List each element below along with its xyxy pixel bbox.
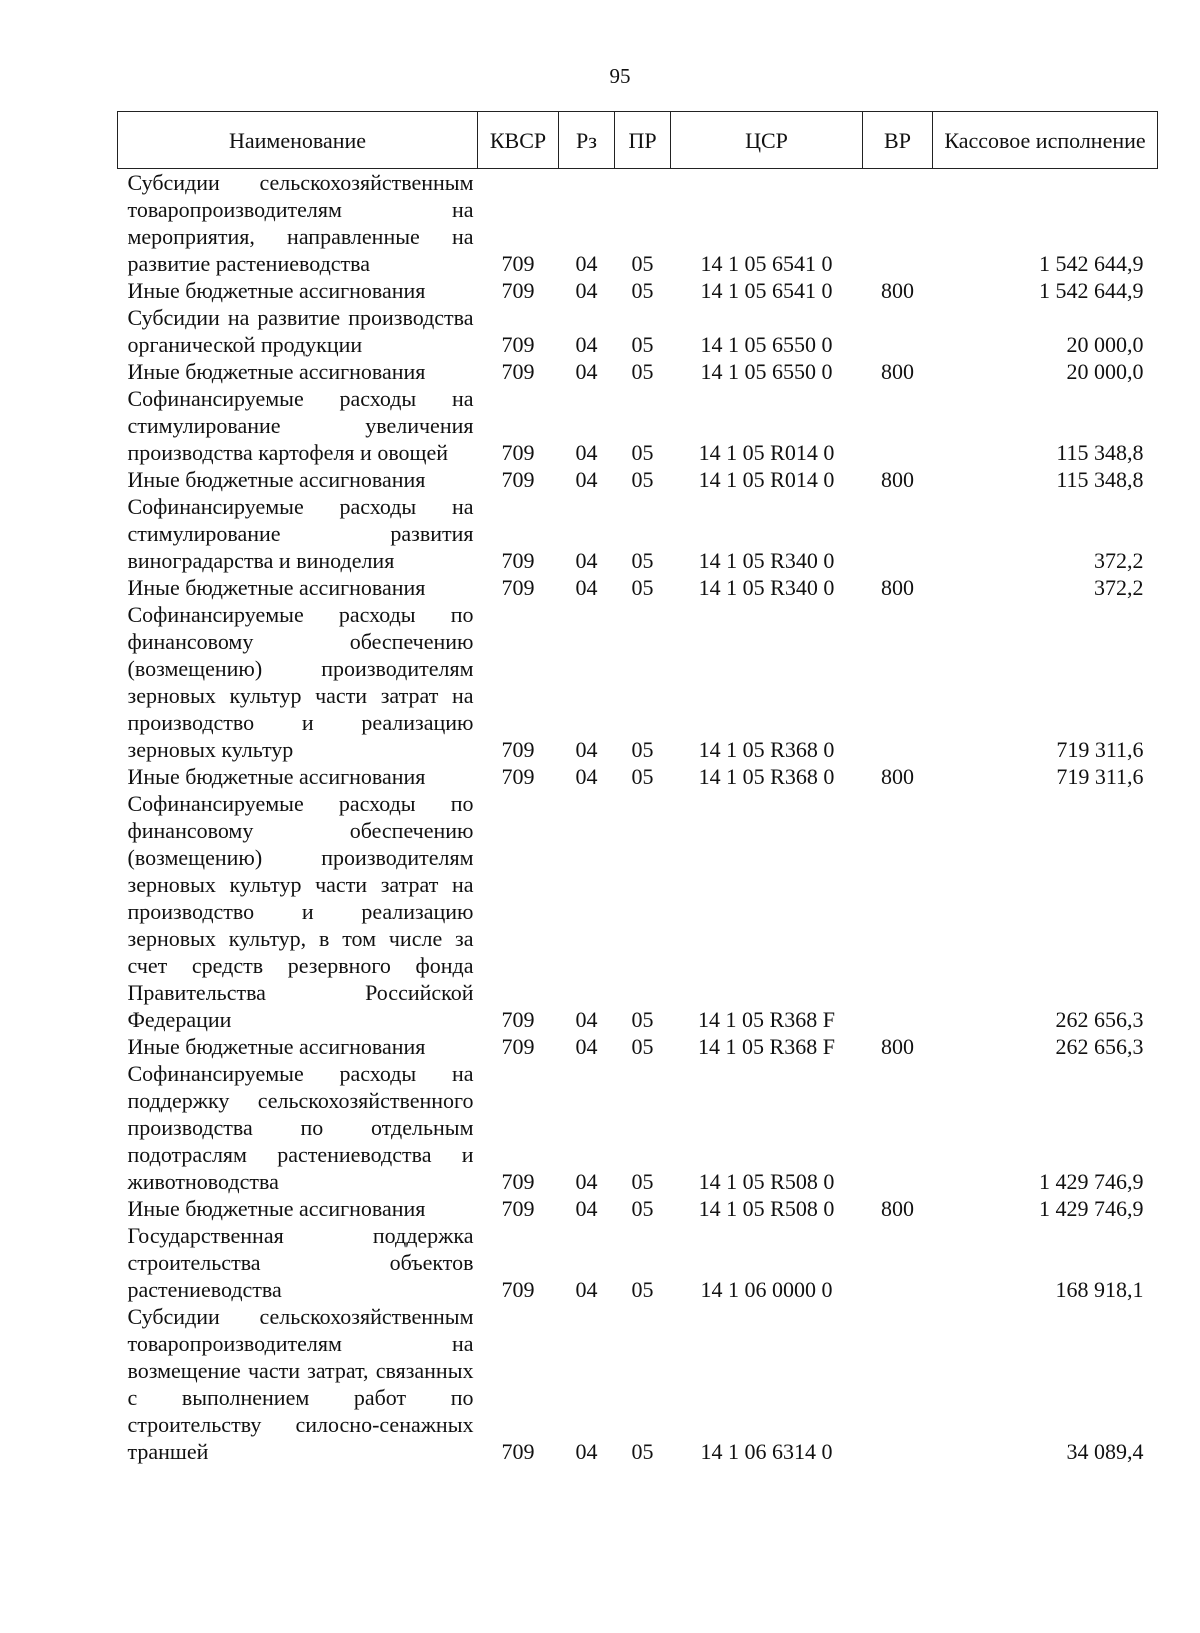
table-row (118, 574, 1158, 601)
row-vr (863, 385, 933, 466)
table-row (118, 304, 1158, 358)
row-kvsr: 709 (501, 1007, 535, 1032)
row-name: Иные бюджетные ассигнования (127, 467, 426, 492)
row-name: Иные бюджетные ассигнования (127, 1196, 426, 1221)
row-kvsr: 709 (501, 278, 535, 303)
row-amount: 20 000,0 (1066, 359, 1144, 384)
row-pr: 05 (631, 332, 654, 357)
row-pr: 05 (631, 548, 654, 573)
table-row (118, 601, 1158, 763)
row-vr: 800 (881, 764, 914, 789)
row-name: Субсидии сельскохозяйственным товаропроизводителям на возмещение части затрат, связанных с выполнением работ по строительству силосно-сенажных траншей (127, 1304, 474, 1464)
column-header-pr: ПР (615, 112, 671, 169)
budget-execution-table (117, 111, 1158, 1465)
row-amount: 20 000,0 (1066, 332, 1144, 357)
row-rz: 04 (575, 575, 598, 600)
row-kvsr: 709 (501, 467, 535, 492)
row-kvsr: 709 (501, 764, 535, 789)
row-amount: 262 656,3 (1055, 1007, 1144, 1032)
row-rz: 04 (575, 467, 598, 492)
table-row (118, 358, 1158, 385)
row-pr: 05 (631, 467, 654, 492)
row-rz: 04 (575, 1169, 598, 1194)
row-vr: 800 (881, 1034, 914, 1059)
row-amount: 168 918,1 (1055, 1277, 1144, 1302)
row-kvsr: 709 (501, 1034, 535, 1059)
row-vr (863, 790, 933, 1033)
row-rz: 04 (575, 1007, 598, 1032)
table-row (118, 1033, 1158, 1060)
row-kvsr: 709 (501, 1196, 535, 1221)
row-vr (863, 1060, 933, 1195)
row-csr: 14 1 06 0000 0 (700, 1277, 833, 1302)
table-row (118, 385, 1158, 466)
row-rz: 04 (575, 1034, 598, 1059)
row-name: Софинансируемые расходы на поддержку сельскохозяйственного производства по отдельным подотраслям растениеводства и животноводства (127, 1061, 474, 1194)
row-name: Софинансируемые расходы по финансовому обеспечению (возмещению) производителям зерновых культур части затрат на производство и реализацию зерновых культур (127, 602, 474, 762)
row-pr: 05 (631, 1439, 654, 1464)
row-amount: 372,2 (1094, 575, 1144, 600)
row-kvsr: 709 (501, 440, 535, 465)
row-rz: 04 (575, 1196, 598, 1221)
row-pr: 05 (631, 251, 654, 276)
row-amount: 1 429 746,9 (1039, 1196, 1144, 1221)
row-name: Иные бюджетные ассигнования (127, 278, 426, 303)
page-number: 95 (609, 64, 631, 88)
table-row (118, 493, 1158, 574)
row-vr (863, 493, 933, 574)
row-vr: 800 (881, 278, 914, 303)
row-pr: 05 (631, 764, 654, 789)
row-pr: 05 (631, 1034, 654, 1059)
row-vr: 800 (881, 359, 914, 384)
row-kvsr: 709 (501, 1169, 535, 1194)
row-amount: 34 089,4 (1066, 1439, 1144, 1464)
row-csr: 14 1 05 R340 0 (698, 548, 835, 573)
row-name: Государственная поддержка строительства объектов растениеводства (127, 1223, 474, 1302)
row-amount: 719 311,6 (1056, 764, 1144, 789)
row-amount: 372,2 (1094, 548, 1144, 573)
column-header-kvsr: КВСР (478, 112, 559, 169)
row-vr: 800 (881, 467, 914, 492)
row-csr: 14 1 05 R368 F (698, 1007, 835, 1032)
row-rz: 04 (575, 1439, 598, 1464)
row-name: Софинансируемые расходы по финансовому обеспечению (возмещению) производителям зерновых культур части затрат на производство и реализацию зерновых культур, в том числе за счет средств резервного фонда Правительства Российской Федерации (127, 791, 474, 1032)
row-name: Иные бюджетные ассигнования (127, 1034, 426, 1059)
table-row (118, 1195, 1158, 1222)
row-vr: 800 (881, 575, 914, 600)
row-csr: 14 1 05 R508 0 (698, 1169, 835, 1194)
row-amount: 1 542 644,9 (1039, 278, 1144, 303)
row-amount: 262 656,3 (1055, 1034, 1144, 1059)
row-csr: 14 1 05 6541 0 (700, 251, 833, 276)
column-header-csr: ЦСР (671, 112, 863, 169)
row-csr: 14 1 05 R340 0 (698, 575, 835, 600)
row-csr: 14 1 05 6550 0 (700, 332, 833, 357)
row-amount: 1 542 644,9 (1039, 251, 1144, 276)
table-row (118, 763, 1158, 790)
row-name: Иные бюджетные ассигнования (127, 359, 426, 384)
row-csr: 14 1 06 6314 0 (700, 1439, 833, 1464)
row-kvsr: 709 (501, 575, 535, 600)
row-csr: 14 1 05 6541 0 (700, 278, 833, 303)
row-amount: 115 348,8 (1056, 440, 1144, 465)
table-row (118, 277, 1158, 304)
row-csr: 14 1 05 6550 0 (700, 359, 833, 384)
row-amount: 719 311,6 (1056, 737, 1144, 762)
row-name: Субсидии сельскохозяйственным товаропроизводителям на мероприятия, направленные на развитие растениеводства (127, 170, 474, 276)
row-csr: 14 1 05 R368 0 (698, 737, 835, 762)
row-pr: 05 (631, 278, 654, 303)
row-kvsr: 709 (501, 1277, 535, 1302)
column-header-name: Наименование (118, 112, 478, 169)
column-header-rz: Рз (559, 112, 615, 169)
row-name: Софинансируемые расходы на стимулирование увеличения производства картофеля и овощей (127, 386, 474, 465)
table-row (118, 1303, 1158, 1465)
table-row (118, 466, 1158, 493)
row-pr: 05 (631, 440, 654, 465)
row-pr: 05 (631, 1277, 654, 1302)
row-vr (863, 1222, 933, 1303)
row-pr: 05 (631, 1169, 654, 1194)
row-csr: 14 1 05 R508 0 (698, 1196, 835, 1221)
row-kvsr: 709 (501, 359, 535, 384)
table-row (118, 169, 1158, 278)
row-pr: 05 (631, 1196, 654, 1221)
row-name: Иные бюджетные ассигнования (127, 764, 426, 789)
row-csr: 14 1 05 R368 F (698, 1034, 835, 1059)
row-vr (863, 601, 933, 763)
row-rz: 04 (575, 548, 598, 573)
row-name: Софинансируемые расходы на стимулирование развития виноградарства и виноделия (127, 494, 474, 573)
table-header-row (118, 112, 1158, 169)
row-name: Иные бюджетные ассигнования (127, 575, 426, 600)
row-rz: 04 (575, 332, 598, 357)
row-csr: 14 1 05 R014 0 (698, 467, 835, 492)
row-amount: 1 429 746,9 (1039, 1169, 1144, 1194)
row-vr: 800 (881, 1196, 914, 1221)
row-kvsr: 709 (501, 737, 535, 762)
row-rz: 04 (575, 278, 598, 303)
row-kvsr: 709 (501, 548, 535, 573)
row-amount: 115 348,8 (1056, 467, 1144, 492)
row-vr (863, 1303, 933, 1465)
row-pr: 05 (631, 737, 654, 762)
row-vr (863, 169, 933, 278)
row-rz: 04 (575, 1277, 598, 1302)
column-header-vr: ВР (863, 112, 933, 169)
column-header-amount: Кассовое исполнение (933, 112, 1158, 169)
row-pr: 05 (631, 359, 654, 384)
row-kvsr: 709 (501, 251, 535, 276)
row-kvsr: 709 (501, 1439, 535, 1464)
table-row (118, 1222, 1158, 1303)
row-rz: 04 (575, 737, 598, 762)
row-kvsr: 709 (501, 332, 535, 357)
row-rz: 04 (575, 251, 598, 276)
row-pr: 05 (631, 575, 654, 600)
row-csr: 14 1 05 R014 0 (698, 440, 835, 465)
table-row (118, 790, 1158, 1033)
row-rz: 04 (575, 440, 598, 465)
row-pr: 05 (631, 1007, 654, 1032)
row-rz: 04 (575, 359, 598, 384)
row-name: Субсидии на развитие производства органической продукции (127, 305, 474, 357)
table-row (118, 1060, 1158, 1195)
row-vr (863, 304, 933, 358)
row-csr: 14 1 05 R368 0 (698, 764, 835, 789)
row-rz: 04 (575, 764, 598, 789)
